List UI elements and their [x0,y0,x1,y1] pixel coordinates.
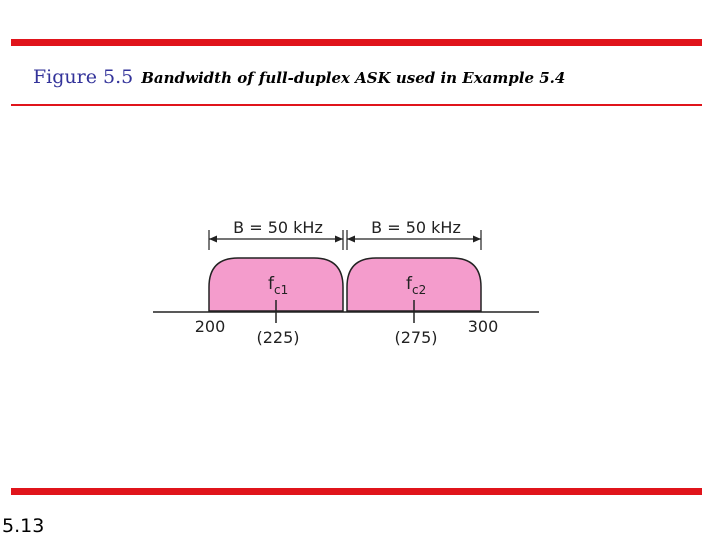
bandwidth-arrow-1-left-head [209,236,217,243]
slide-number: 5.13 [2,515,45,537]
carrier-2-label-sub: c2 [412,283,427,297]
bandwidth-arrow-2-left-head [347,236,355,243]
bottom-red-rule [11,488,702,495]
axis-start-label: 200 [194,317,226,336]
carrier-2-label-base: f [406,274,412,294]
carrier-2-center-value: (275) [394,328,438,347]
carrier-1-label-sub: c1 [274,283,289,297]
carrier-1-label-base: f [268,274,274,294]
axis-end-label: 300 [467,317,499,336]
figure-title: Bandwidth of full-duplex ASK used in Example 5.4 [141,69,566,87]
bandwidth-label-1: B = 50 kHz [233,218,323,237]
bandwidth-label-2: B = 50 kHz [371,218,461,237]
bandwidth-arrow-1-right-head [335,236,343,243]
bandwidth-arrow-2-right-head [473,236,481,243]
carrier-1-center-value: (225) [256,328,300,347]
figure-number: Figure 5.5 [33,66,134,88]
